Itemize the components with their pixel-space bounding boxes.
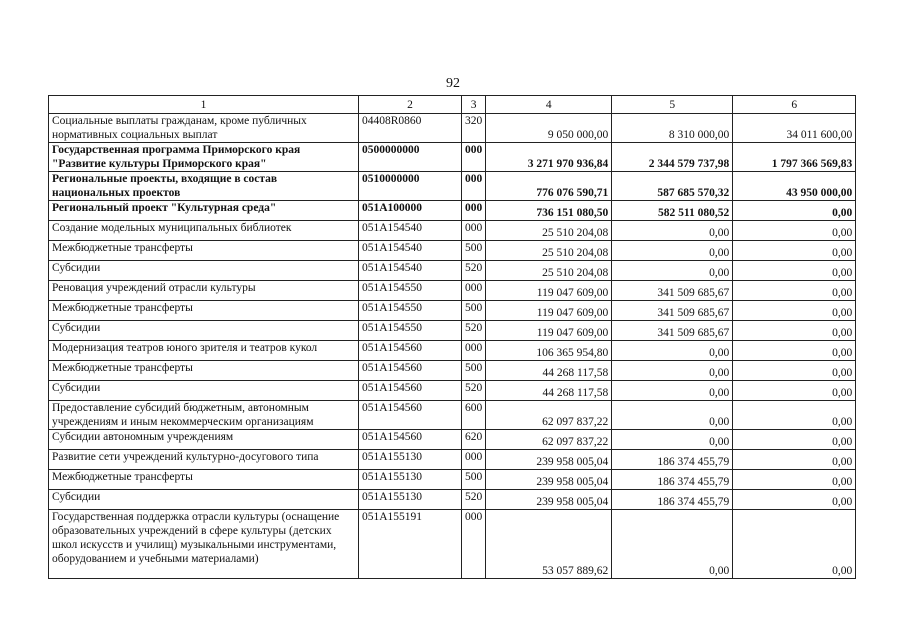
row-code: 051A155130 xyxy=(359,450,462,470)
row-name: Региональные проекты, входящие в состав национальных проектов xyxy=(49,172,359,201)
row-code: 051A154540 xyxy=(359,221,462,241)
row-value-6: 0,00 xyxy=(733,361,856,381)
row-code: 0500000000 xyxy=(359,143,462,172)
row-value-4: 736 151 080,50 xyxy=(486,201,612,221)
row-value-6: 0,00 xyxy=(733,281,856,301)
row-value-5: 2 344 579 737,98 xyxy=(612,143,733,172)
header-col-3: 3 xyxy=(462,96,486,114)
row-code: 051A154550 xyxy=(359,281,462,301)
row-name: Субсидии xyxy=(49,261,359,281)
row-name: Региональный проект "Культурная среда" xyxy=(49,201,359,221)
row-name: Государственная поддержка отрасли культуры (оснащение образовательных учреждений в сфере культуры (детских школ искусств и училищ) музыкальными инструментами, оборудованием и учебными материалами) xyxy=(49,510,359,579)
row-value-4: 44 268 117,58 xyxy=(486,361,612,381)
row-value-5: 0,00 xyxy=(612,221,733,241)
row-value-4: 62 097 837,22 xyxy=(486,401,612,430)
header-col-1: 1 xyxy=(49,96,359,114)
row-value-6: 43 950 000,00 xyxy=(733,172,856,201)
table-row xyxy=(49,221,856,241)
row-value-5: 186 374 455,79 xyxy=(612,490,733,510)
row-vr: 000 xyxy=(462,143,486,172)
row-value-5: 341 509 685,67 xyxy=(612,301,733,321)
row-name: Межбюджетные трансферты xyxy=(49,301,359,321)
row-value-6: 0,00 xyxy=(733,510,856,579)
table-row xyxy=(49,430,856,450)
row-value-5: 186 374 455,79 xyxy=(612,450,733,470)
row-vr: 000 xyxy=(462,450,486,470)
row-name: Реновация учреждений отрасли культуры xyxy=(49,281,359,301)
table-row xyxy=(49,381,856,401)
row-name: Предоставление субсидий бюджетным, автономным учреждениям и иным некоммерческим организациям xyxy=(49,401,359,430)
row-code: 051A154560 xyxy=(359,341,462,361)
table-row xyxy=(49,470,856,490)
row-vr: 620 xyxy=(462,430,486,450)
row-value-4: 25 510 204,08 xyxy=(486,261,612,281)
row-value-4: 239 958 005,04 xyxy=(486,450,612,470)
row-name: Государственная программа Приморского края "Развитие культуры Приморского края" xyxy=(49,143,359,172)
row-code: 051A154560 xyxy=(359,401,462,430)
table-row xyxy=(49,172,856,201)
table-row xyxy=(49,143,856,172)
row-value-5: 587 685 570,32 xyxy=(612,172,733,201)
row-value-4: 239 958 005,04 xyxy=(486,470,612,490)
row-value-4: 9 050 000,00 xyxy=(486,114,612,143)
row-value-6: 34 011 600,00 xyxy=(733,114,856,143)
row-name: Модернизация театров юного зрителя и театров кукол xyxy=(49,341,359,361)
row-value-6: 0,00 xyxy=(733,261,856,281)
row-vr: 500 xyxy=(462,470,486,490)
row-value-5: 0,00 xyxy=(612,241,733,261)
row-value-5: 582 511 080,52 xyxy=(612,201,733,221)
table-row xyxy=(49,490,856,510)
table-row xyxy=(49,341,856,361)
row-value-5: 186 374 455,79 xyxy=(612,470,733,490)
table-row xyxy=(49,401,856,430)
header-row xyxy=(49,96,856,114)
row-value-6: 0,00 xyxy=(733,490,856,510)
row-name: Субсидии xyxy=(49,490,359,510)
header-col-6: 6 xyxy=(733,96,856,114)
row-name: Межбюджетные трансферты xyxy=(49,470,359,490)
row-value-4: 3 271 970 936,84 xyxy=(486,143,612,172)
row-value-6: 0,00 xyxy=(733,430,856,450)
row-code: 051A155191 xyxy=(359,510,462,579)
row-vr: 520 xyxy=(462,490,486,510)
row-value-5: 8 310 000,00 xyxy=(612,114,733,143)
row-value-4: 776 076 590,71 xyxy=(486,172,612,201)
row-value-5: 341 509 685,67 xyxy=(612,321,733,341)
row-value-6: 1 797 366 569,83 xyxy=(733,143,856,172)
row-name: Межбюджетные трансферты xyxy=(49,361,359,381)
row-value-5: 0,00 xyxy=(612,361,733,381)
row-code: 051A154540 xyxy=(359,241,462,261)
row-name: Межбюджетные трансферты xyxy=(49,241,359,261)
row-code: 051A100000 xyxy=(359,201,462,221)
table-row xyxy=(49,510,856,579)
row-code: 051A155130 xyxy=(359,490,462,510)
row-value-4: 119 047 609,00 xyxy=(486,281,612,301)
row-value-6: 0,00 xyxy=(733,401,856,430)
row-vr: 000 xyxy=(462,201,486,221)
table-row xyxy=(49,114,856,143)
row-value-4: 119 047 609,00 xyxy=(486,301,612,321)
row-code: 0510000000 xyxy=(359,172,462,201)
row-vr: 500 xyxy=(462,241,486,261)
row-value-6: 0,00 xyxy=(733,301,856,321)
row-vr: 500 xyxy=(462,301,486,321)
row-vr: 000 xyxy=(462,510,486,579)
row-vr: 600 xyxy=(462,401,486,430)
header-col-4: 4 xyxy=(486,96,612,114)
table-row xyxy=(49,450,856,470)
header-col-2: 2 xyxy=(359,96,462,114)
row-value-5: 0,00 xyxy=(612,341,733,361)
row-value-4: 53 057 889,62 xyxy=(486,510,612,579)
row-value-5: 341 509 685,67 xyxy=(612,281,733,301)
row-value-4: 106 365 954,80 xyxy=(486,341,612,361)
page-number: 92 xyxy=(446,76,460,91)
row-code: 051A154560 xyxy=(359,430,462,450)
row-code: 051A154550 xyxy=(359,301,462,321)
table-row xyxy=(49,261,856,281)
row-name: Социальные выплаты гражданам, кроме публичных нормативных социальных выплат xyxy=(49,114,359,143)
row-vr: 520 xyxy=(462,321,486,341)
row-name: Развитие сети учреждений культурно-досугового типа xyxy=(49,450,359,470)
row-code: 051A155130 xyxy=(359,470,462,490)
row-code: 051A154550 xyxy=(359,321,462,341)
row-value-6: 0,00 xyxy=(733,321,856,341)
row-value-6: 0,00 xyxy=(733,221,856,241)
row-value-6: 0,00 xyxy=(733,201,856,221)
row-vr: 000 xyxy=(462,172,486,201)
header-col-5: 5 xyxy=(612,96,733,114)
row-value-4: 44 268 117,58 xyxy=(486,381,612,401)
row-vr: 000 xyxy=(462,221,486,241)
row-name: Субсидии xyxy=(49,321,359,341)
row-value-5: 0,00 xyxy=(612,510,733,579)
row-value-4: 62 097 837,22 xyxy=(486,430,612,450)
row-vr: 500 xyxy=(462,361,486,381)
table-row xyxy=(49,241,856,261)
row-code: 04408R0860 xyxy=(359,114,462,143)
row-value-5: 0,00 xyxy=(612,401,733,430)
row-value-4: 25 510 204,08 xyxy=(486,221,612,241)
row-vr: 000 xyxy=(462,281,486,301)
table-row xyxy=(49,321,856,341)
row-value-6: 0,00 xyxy=(733,341,856,361)
row-value-6: 0,00 xyxy=(733,241,856,261)
row-value-5: 0,00 xyxy=(612,261,733,281)
table-row xyxy=(49,281,856,301)
row-code: 051A154560 xyxy=(359,381,462,401)
row-value-4: 25 510 204,08 xyxy=(486,241,612,261)
row-code: 051A154540 xyxy=(359,261,462,281)
budget-table xyxy=(48,95,856,579)
row-vr: 520 xyxy=(462,261,486,281)
row-value-4: 119 047 609,00 xyxy=(486,321,612,341)
row-name: Субсидии xyxy=(49,381,359,401)
row-vr: 320 xyxy=(462,114,486,143)
table-row xyxy=(49,361,856,381)
table-row xyxy=(49,301,856,321)
row-name: Субсидии автономным учреждениям xyxy=(49,430,359,450)
row-value-5: 0,00 xyxy=(612,381,733,401)
row-value-6: 0,00 xyxy=(733,470,856,490)
row-value-6: 0,00 xyxy=(733,381,856,401)
row-value-4: 239 958 005,04 xyxy=(486,490,612,510)
row-vr: 000 xyxy=(462,341,486,361)
row-vr: 520 xyxy=(462,381,486,401)
row-value-5: 0,00 xyxy=(612,430,733,450)
row-name: Создание модельных муниципальных библиотек xyxy=(49,221,359,241)
row-value-6: 0,00 xyxy=(733,450,856,470)
row-code: 051A154560 xyxy=(359,361,462,381)
table-row xyxy=(49,201,856,221)
